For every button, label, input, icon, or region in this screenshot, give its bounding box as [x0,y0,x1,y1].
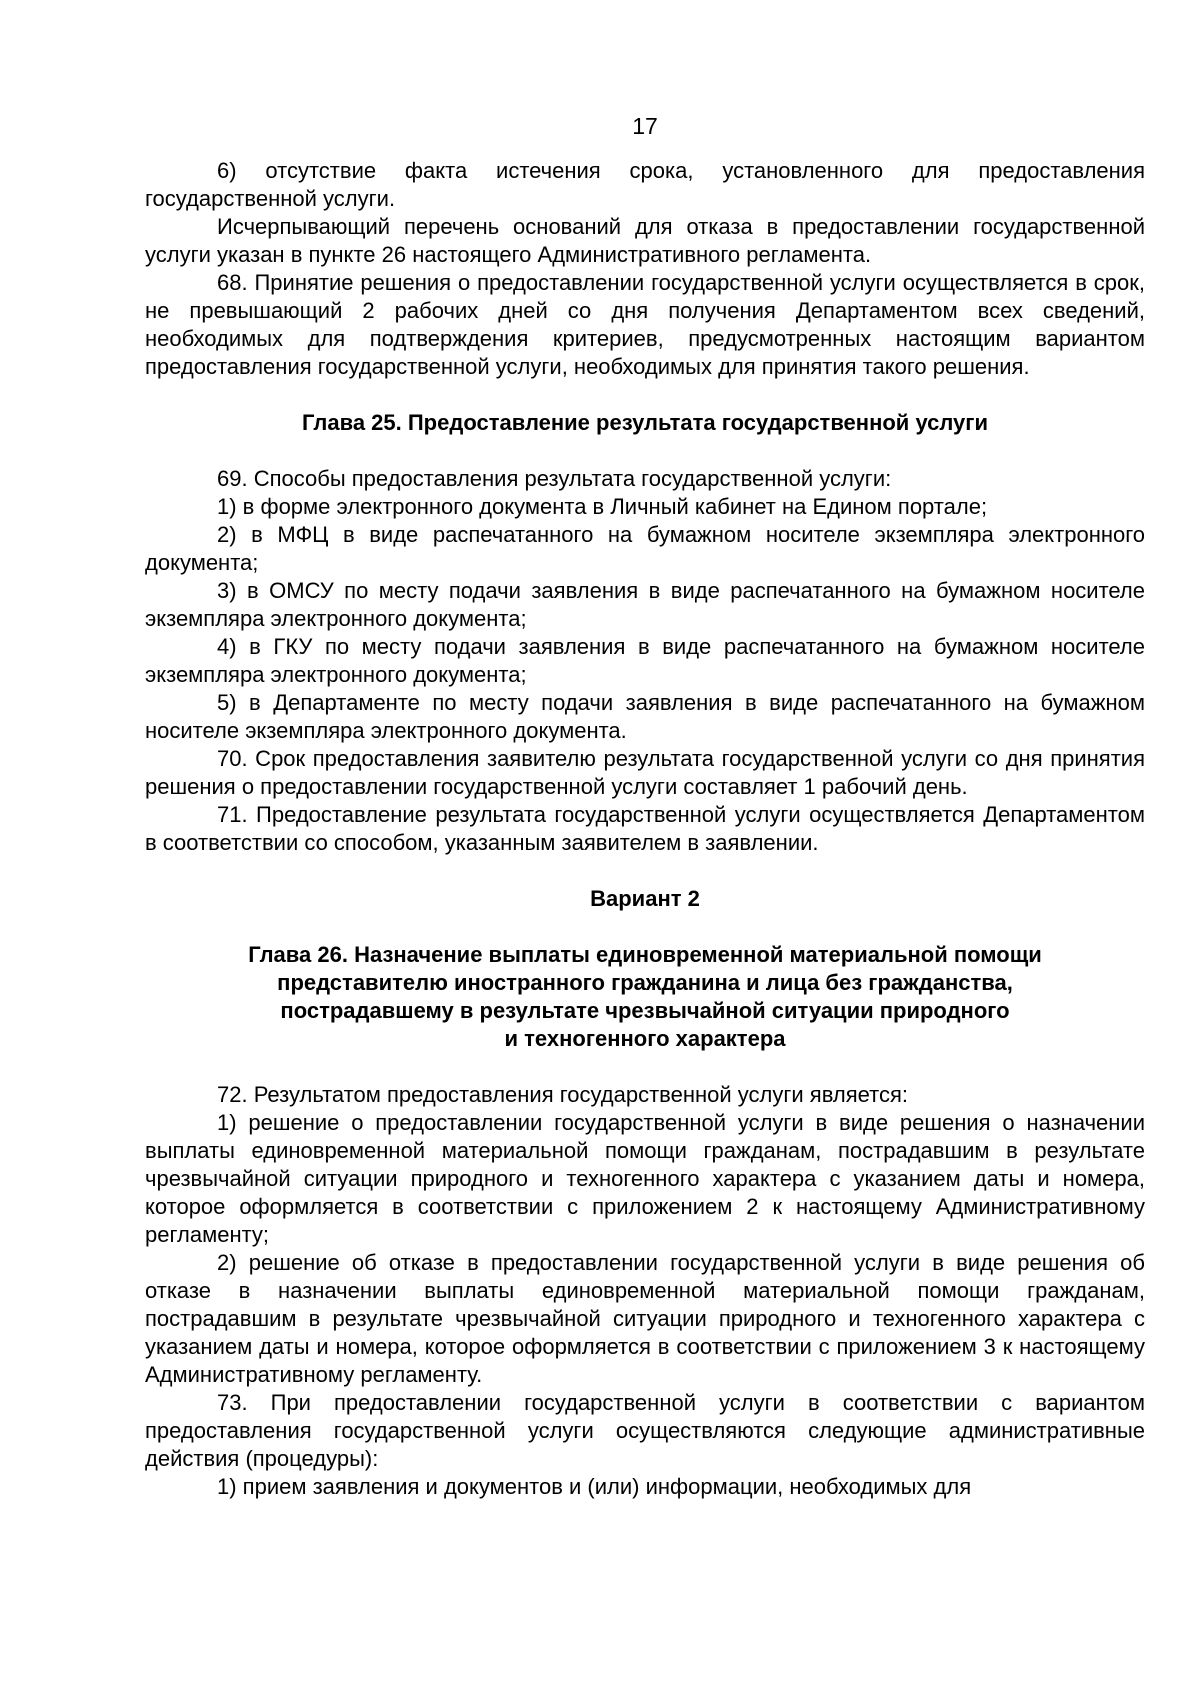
paragraph-69-item-1: 1) в форме электронного документа в Личный кабинет на Едином портале; [217,494,988,519]
paragraph-72-item-1: 1) решение о предоставлении государственной услуги в виде решения о назначении выплаты единовременной материальной помощи гражданам, пострадавшим в результате чрезвычайной ситуации природного и техногенного характера с указанием даты и номера, которое оформляется в соответствии с приложением 2 к настоящему Административному регламенту; [145,1110,1145,1247]
paragraph-item-6: 6) отсутствие факта истечения срока, установленного для предоставления государственной услуги. [145,158,1145,211]
paragraph-72-item-2: 2) решение об отказе в предоставлении государственной услуги в виде решения об отказе в назначении выплаты единовременной материальной помощи гражданам, пострадавшим в результате чрезвычайной ситуации природного и техногенного характера с указанием даты и номера, которое оформляется в соответствии с приложением 3 к настоящему Административному регламенту. [145,1250,1145,1387]
chapter-25-body [145,465,1145,857]
paragraph-73: 73. При предоставлении государственной услуги в соответствии с вариантом предоставления государственной услуги осуществляются следующие административные действия (процедуры): [145,1390,1145,1471]
chapter-26-heading-line-2: представителю иностранного гражданина и лица без гражданства, [277,970,1013,995]
chapter-26-body [145,1081,1145,1501]
paragraph-70: 70. Срок предоставления заявителю результата государственной услуги со дня принятия решения о предоставлении государственной услуги составляет 1 рабочий день. [145,746,1145,799]
variant-2-heading: Вариант 2 [590,886,700,911]
chapter-26-heading-line-1: Глава 26. Назначение выплаты единовременной материальной помощи [248,942,1042,967]
page-number: 17 [632,113,658,139]
chapter-26-heading-line-3: пострадавшему в результате чрезвычайной ситуации природного [280,998,1010,1023]
document-page [145,112,1145,1501]
paragraph-69-item-4: 4) в ГКУ по месту подачи заявления в виде распечатанного на бумажном носителе экземпляра электронного документа; [145,634,1145,687]
paragraph-exhaustive-list: Исчерпывающий перечень оснований для отказа в предоставлении государственной услуги указан в пункте 26 настоящего Административного регламента. [145,214,1145,267]
paragraph-71: 71. Предоставление результата государственной услуги осуществляется Департаментом в соответствии со способом, указанным заявителем в заявлении. [145,802,1145,855]
chapter-26-heading-line-4: и техногенного характера [504,1026,786,1051]
chapter-26-heading [145,941,1145,1053]
paragraph-69-item-2: 2) в МФЦ в виде распечатанного на бумажном носителе экземпляра электронного документа; [145,522,1145,575]
paragraph-73-item-1: 1) прием заявления и документов и (или) информации, необходимых для [217,1474,972,1499]
paragraph-68: 68. Принятие решения о предоставлении государственной услуги осуществляется в срок, не превышающий 2 рабочих дней со дня получения Департаментом всех сведений, необходимых для подтверждения критериев, предусмотренных настоящим вариантом предоставления государственной услуги, необходимых для принятия такого решения. [145,270,1145,379]
paragraph-69-item-3: 3) в ОМСУ по месту подачи заявления в виде распечатанного на бумажном носителе экземпляра электронного документа; [145,578,1145,631]
paragraph-69: 69. Способы предоставления результата государственной услуги: [217,466,892,491]
chapter-25-heading: Глава 25. Предоставление результата государственной услуги [302,410,988,435]
paragraph-72: 72. Результатом предоставления государственной услуги является: [217,1082,908,1107]
paragraph-69-item-5: 5) в Департаменте по месту подачи заявления в виде распечатанного на бумажном носителе экземпляра электронного документа. [145,690,1145,743]
